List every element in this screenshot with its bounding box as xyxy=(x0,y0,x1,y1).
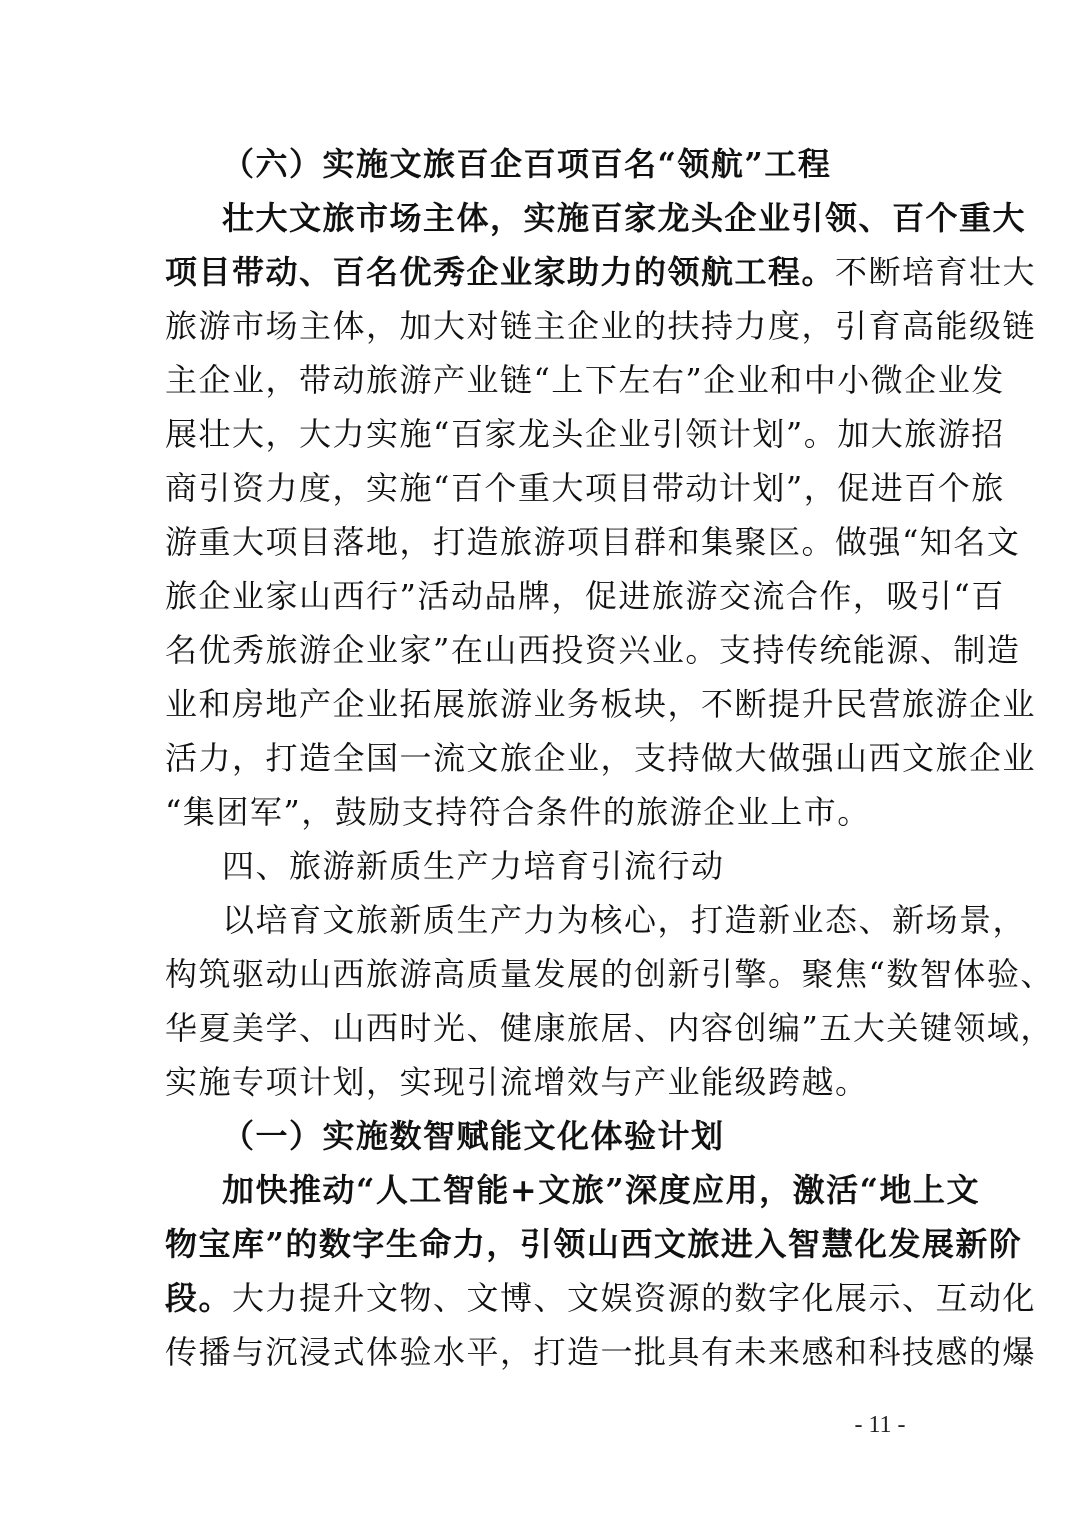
paragraph-line-13: 以培育文旅新质生产力为核心，打造新业态、新场景， xyxy=(222,901,1027,939)
paragraph-line-16: 实施专项计划，实现引流增效与产业能级跨越。 xyxy=(165,1063,869,1101)
normal-text: 大力提升文物、文博、文娱资源的数字化展示、互动化 xyxy=(232,1279,1037,1317)
paragraph-line-3: 旅游市场主体，加大对链主企业的扶持力度，引育高能级链 xyxy=(165,307,1037,345)
paragraph-line-9: 名优秀旅游企业家”在山西投资兴业。支持传统能源、制造 xyxy=(165,631,1021,669)
section-heading-six: （六）实施文旅百企百项百名“领航”工程 xyxy=(222,145,832,183)
paragraph-line-2 xyxy=(165,250,1037,294)
normal-text: 不断培育壮大 xyxy=(835,253,1037,291)
paragraph-line-1: 壮大文旅市场主体，实施百家龙头企业引领、百个重大 xyxy=(222,199,1027,237)
paragraph-line-20: 传播与沉浸式体验水平，打造一批具有未来感和科技感的爆 xyxy=(165,1333,1037,1371)
paragraph-line-4: 主企业，带动旅游产业链“上下左右”企业和中小微企业发 xyxy=(165,361,1005,399)
paragraph-line-14: 构筑驱动山西旅游高质量发展的创新引擎。聚焦“数智体验、 xyxy=(165,955,1054,993)
chapter-heading-four: 四、旅游新质生产力培育引流行动 xyxy=(222,847,725,885)
page-number: - 11 - xyxy=(854,1412,906,1438)
paragraph-line-19 xyxy=(165,1276,1037,1320)
paragraph-line-18: 物宝库”的数字生命力，引领山西文旅进入智慧化发展新阶 xyxy=(165,1225,1023,1263)
paragraph-line-7: 游重大项目落地，打造旅游项目群和集聚区。做强“知名文 xyxy=(165,523,1021,561)
paragraph-line-8: 旅企业家山西行”活动品牌，促进旅游交流合作，吸引“百 xyxy=(165,577,1005,615)
paragraph-line-15: 华夏美学、山西时光、健康旅居、内容创编”五大关键领域， xyxy=(165,1009,1054,1047)
paragraph-line-12: “集团军”，鼓励支持符合条件的旅游企业上市。 xyxy=(165,793,871,831)
paragraph-line-5: 展壮大，大力实施“百家龙头企业引领计划”。加大旅游招 xyxy=(165,415,1005,453)
bold-lead-text: 项目带动、百名优秀企业家助力的领航工程。 xyxy=(165,253,836,291)
bold-lead-text: 段。 xyxy=(165,1279,233,1317)
paragraph-line-11: 活力，打造全国一流文旅企业，支持做大做强山西文旅企业 xyxy=(165,739,1037,777)
paragraph-line-17: 加快推动“人工智能+文旅”深度应用，激活“地上文 xyxy=(222,1171,981,1209)
paragraph-line-6: 商引资力度，实施“百个重大项目带动计划”，促进百个旅 xyxy=(165,469,1005,507)
paragraph-line-10: 业和房地产企业拓展旅游业务板块，不断提升民营旅游企业 xyxy=(165,685,1037,723)
section-heading-one: （一）实施数智赋能文化体验计划 xyxy=(222,1117,725,1155)
